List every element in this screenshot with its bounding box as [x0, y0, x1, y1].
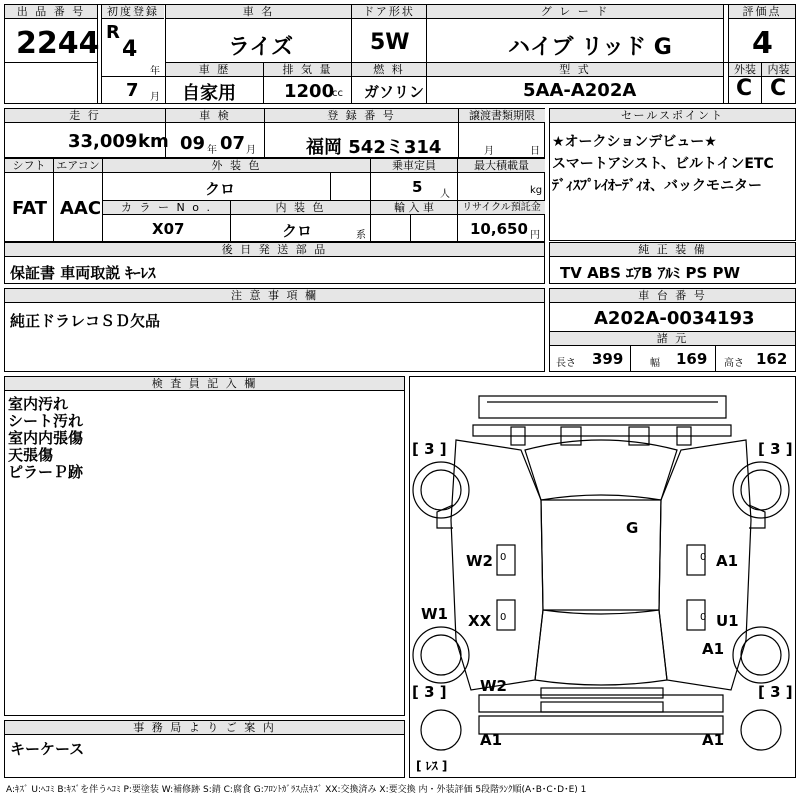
reg-month: 7 [126, 80, 139, 101]
score: 4 [752, 26, 773, 61]
mark-roof: G [626, 519, 639, 537]
door-type: 5W [370, 30, 410, 55]
mark-zero: 0 [700, 552, 707, 563]
displacement-label: 排 気 量 [264, 63, 351, 77]
car-outline [410, 377, 795, 777]
inspection-month-unit: 月 [246, 145, 256, 156]
inspection-year: 09 [180, 133, 206, 154]
mark-zero: 0 [500, 552, 507, 563]
ac-label: エアコン [54, 159, 102, 173]
damage-diagram [409, 376, 796, 778]
caution-label: 注 意 事 項 欄 [5, 289, 544, 303]
sales-point-label: セールスポイント [550, 109, 795, 123]
ext-color-label: 外 装 色 [103, 159, 370, 173]
inspector-note: ピラーＰ跡 [8, 463, 84, 481]
inspection-label: 車 検 [166, 109, 264, 123]
inspector-label: 検 査 員 記 入 欄 [5, 377, 404, 391]
transfer-label: 譲渡書類期限 [459, 109, 545, 123]
history-label: 車 歴 [166, 63, 263, 77]
legend: A:ｷｽﾞ U:ﾍｺﾐ B:ｷｽﾞを伴うﾍｺﾐ P:要塗装 W:補修跡 S:錆 C:腐食 G:ﾌﾛﾝﾄｶﾞﾗｽ点ｷｽﾞ XX:交換済み X:要交換 内・外装評価 5段階ﾗﾝｸ順(A･B･C･D･E) 1 [6, 785, 587, 795]
fuel: ガソリン [364, 83, 425, 101]
spare-tire-mark: [ ﾚｽ ] [416, 759, 448, 773]
model-code: 5AA-A202A [523, 80, 637, 101]
reg-month-unit: 月 [150, 92, 160, 103]
ext-color: クロ [205, 180, 236, 198]
int-color-label: 内 装 色 [231, 201, 370, 215]
mark-a1-bottom-left: A1 [480, 731, 503, 749]
load-label: 最大積載量 [458, 159, 545, 173]
parts-value: 保証書 車両取説 ｷｰﾚｽ [10, 264, 156, 282]
grade-label: グ レ ー ド [427, 5, 723, 19]
int-color: クロ [282, 222, 313, 240]
door-label: ドア形状 [352, 5, 426, 19]
interior-label: 内装 [762, 63, 795, 77]
recycle-fee: 10,650 [470, 220, 528, 238]
length: 399 [592, 350, 624, 368]
recycle-unit: 円 [530, 230, 540, 241]
spec-label: 諸 元 [550, 332, 795, 346]
mark-u1: U1 [716, 612, 739, 630]
length-label: 長さ [556, 358, 576, 369]
inspector-note: 室内汚れ [8, 395, 69, 413]
mark-zero: 0 [700, 612, 707, 623]
sales-point-2: スマートアシスト、ビルトインETC [552, 156, 774, 172]
capacity-unit: 人 [440, 189, 450, 200]
capacity-label: 乗車定員 [371, 159, 457, 173]
shift: FAT [12, 198, 48, 219]
mark-zero: 0 [500, 612, 507, 623]
tire-mark-front-left: [ 3 ] [412, 440, 447, 458]
capacity: 5 [412, 178, 423, 196]
grade: ハイブ リッド G [508, 35, 672, 60]
model-label: 型 式 [427, 63, 723, 77]
mark-a1-bottom-right: A1 [702, 731, 725, 749]
mileage: 33,009 [68, 131, 138, 152]
height: 162 [756, 350, 788, 368]
shift-label: シフト [5, 159, 53, 173]
sales-point-3: ﾃﾞｨｽﾌﾟﾚｲｵｰﾃﾞｨｵ、バックモニター [552, 178, 762, 194]
score-label: 評価点 [729, 5, 795, 19]
exterior-grade: C [736, 76, 753, 101]
reg-number: 福岡 542ミ314 [306, 137, 442, 158]
inspection-year-unit: 年 [207, 145, 217, 156]
caution-value: 純正ドラレコＳＤ欠品 [10, 312, 161, 330]
tire-mark-rear-right: [ 3 ] [758, 683, 793, 701]
aircon: AAC [60, 198, 102, 219]
mileage-label: 走 行 [5, 109, 165, 123]
width: 169 [676, 350, 708, 368]
equipment-value: TV ABS ｴｱB ｱﾙﾐ PS PW [560, 264, 741, 282]
transfer-day-unit: 日 [530, 146, 540, 157]
inspector-note: 室内内張傷 [8, 429, 84, 447]
exterior-label: 外装 [729, 63, 761, 77]
tire-mark-rear-left: [ 3 ] [412, 683, 447, 701]
mark-w2-lower: W2 [480, 677, 507, 695]
first-reg-label: 初度登録 [102, 5, 164, 19]
mark-w1-left: W1 [421, 605, 448, 623]
inspection-month: 07 [220, 133, 246, 154]
car-history: 自家用 [182, 83, 236, 104]
reg-year-unit: 年 [150, 66, 160, 77]
mark-a1-upper-right: A1 [716, 552, 739, 570]
reg-number-label: 登 録 番 号 [265, 109, 458, 123]
mark-xx: XX [468, 612, 492, 630]
inspector-note: 天張傷 [8, 446, 54, 464]
chassis-number: A202A-0034193 [594, 308, 755, 329]
era: R [106, 22, 120, 43]
car-name-label: 車 名 [166, 5, 351, 19]
mileage-unit: km [138, 131, 169, 152]
displacement: 1200 [284, 81, 335, 102]
interior-grade: C [770, 76, 787, 101]
car-name: ライズ [228, 35, 294, 60]
tire-mark-front-right: [ 3 ] [758, 440, 793, 458]
mark-a1-right: A1 [702, 640, 725, 658]
sales-point-1: ★オークションデビュー★ [552, 134, 717, 150]
width-label: 幅 [650, 358, 660, 369]
equipment-label: 純 正 装 備 [550, 243, 795, 257]
color-no-label: カ ラ ー N o . [103, 201, 230, 215]
lot-label: 出 品 番 号 [5, 5, 97, 19]
mark-w2-upper: W2 [466, 552, 493, 570]
parts-label: 後 日 発 送 部 品 [5, 243, 544, 257]
int-color-unit: 系 [356, 230, 366, 241]
office-value: キーケース [10, 740, 85, 758]
fuel-label: 燃 料 [352, 63, 426, 77]
lot-number: 2244 [16, 26, 100, 61]
transfer-month-unit: 月 [484, 146, 494, 157]
chassis-label: 車 台 番 号 [550, 289, 795, 303]
load-unit: kg [530, 185, 543, 196]
reg-year: 4 [122, 37, 138, 62]
color-no: X07 [152, 220, 185, 238]
office-label: 事 務 局 よ り ご 案 内 [5, 721, 404, 735]
height-label: 高さ [724, 358, 744, 369]
inspector-note: シート汚れ [8, 412, 84, 430]
recycle-label: リサイクル預託金 [458, 201, 545, 215]
displacement-unit: cc [332, 88, 343, 99]
import-label: 輸 入 車 [371, 201, 457, 215]
